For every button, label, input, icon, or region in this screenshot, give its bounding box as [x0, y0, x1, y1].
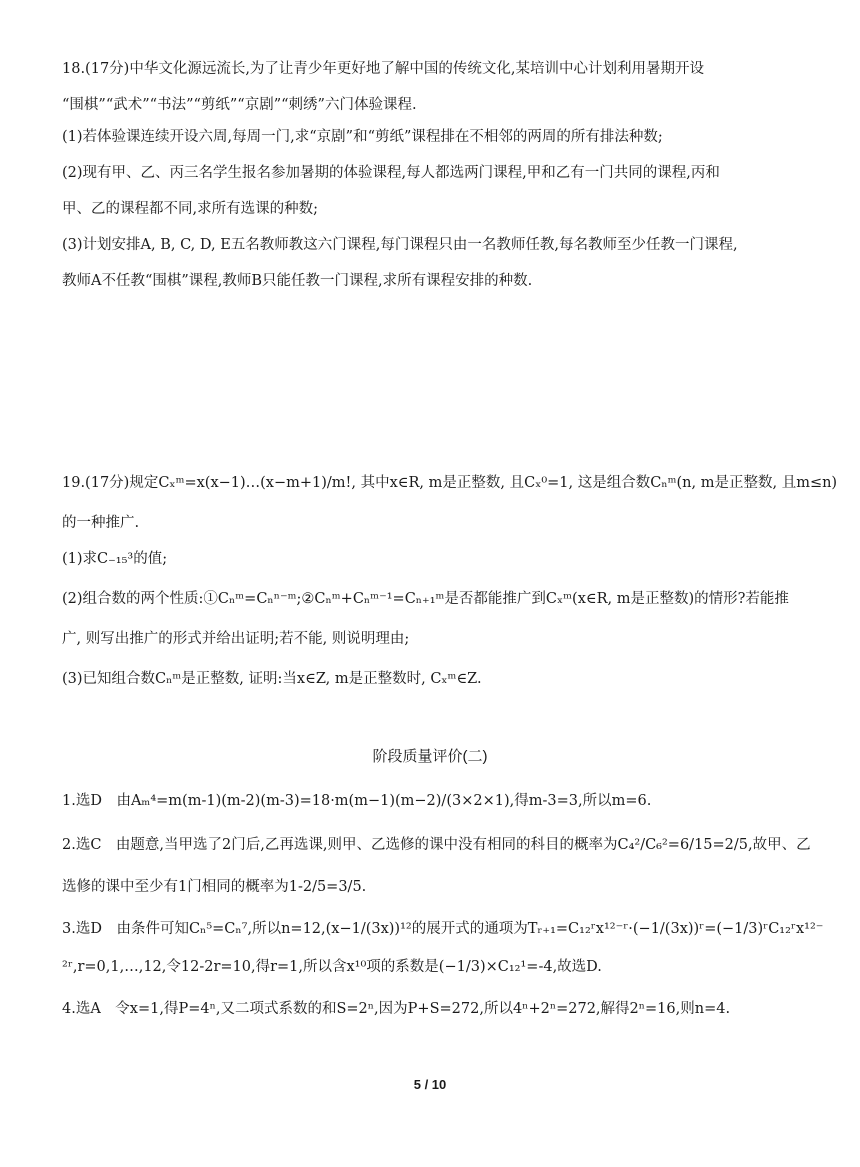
- question-18-part-3: (3)计划安排A, B, C, D, E五名教师教这六门课程,每门课程只由一名教师任教,每名教师至少任教一门课程,: [62, 237, 738, 253]
- question-18-part-2: (2)现有甲、乙、丙三名学生报名参加暑期的体验课程,每人都选两门课程,甲和乙有一门共同的课程,丙和: [62, 165, 720, 181]
- question-19-line: 广, 则写出推广的形式并给出证明;若不能, 则说明理由;: [62, 631, 410, 647]
- question-19: [62, 472, 838, 708]
- question-19-part-3: (3)已知组合数Cₙᵐ是正整数, 证明:当x∈Z, m是正整数时, Cₓᵐ∈Z.: [62, 671, 482, 687]
- solution-3-cont: ²ʳ,r=0,1,…,12,令12-2r=10,得r=1,所以含x¹⁰项的系数是(−1/3)×C₁₂¹=-4,故选D.: [62, 959, 602, 975]
- section-title: 阶段质量评价(二): [372, 748, 488, 765]
- question-18-line: 甲、乙的课程都不同,求所有选课的种数;: [62, 201, 318, 217]
- question-18-part-1: (1)若体验课连续开设六周,每周一门,求“京剧”和“剪纸”课程排在不相邻的两周的所有排法种数;: [62, 129, 663, 145]
- question-19-line: 19.(17分)规定Cₓᵐ=x(x−1)…(x−m+1)/m!, 其中x∈R, m是正整数, 且Cₓ⁰=1, 这是组合数Cₙᵐ(n, m是正整数, 且m≤n): [62, 475, 838, 491]
- question-19-part-1: (1)求C₋₁₅³的值;: [62, 551, 168, 567]
- question-18-line: 18.(17分)中华文化源远流长,为了让青少年更好地了解中国的传统文化,某培训中心计划利用暑期开设: [62, 61, 705, 77]
- question-18: [62, 58, 822, 306]
- page-number: 5 / 10: [413, 1077, 447, 1092]
- solution-1: 1.选D 由Aₘ⁴=m(m-1)(m-2)(m-3)=18·m(m−1)(m−2)/(3×2×1),得m-3=3,所以m=6.: [62, 793, 652, 809]
- solution-3: 3.选D 由条件可知Cₙ⁵=Cₙ⁷,所以n=12,(x−1/(3x))¹²的展开式的通项为Tᵣ₊₁=C₁₂ʳx¹²⁻ʳ·(−1/(3x))ʳ=(−1/3)ʳC₁₂ʳx¹²⁻: [62, 921, 824, 937]
- solution-2: 2.选C 由题意,当甲选了2门后,乙再选课,则甲、乙选修的课中没有相同的科目的概率为C₄²/C₆²=6/15=2/5,故甲、乙: [62, 837, 811, 853]
- question-18-line: “围棋”“武术”“书法”“剪纸”“京剧”“刺绣”六门体验课程.: [62, 97, 417, 113]
- solution-2-cont: 选修的课中至少有1门相同的概率为1-2/5=3/5.: [62, 879, 367, 895]
- question-19-part-2: (2)组合数的两个性质:①Cₙᵐ=Cₙⁿ⁻ᵐ;②Cₙᵐ+Cₙᵐ⁻¹=Cₙ₊₁ᵐ是否都能推广到Cₓᵐ(x∈R, m是正整数)的情形?若能推: [62, 591, 789, 607]
- solution-4: 4.选A 令x=1,得P=4ⁿ,又二项式系数的和S=2ⁿ,因为P+S=272,所以4ⁿ+2ⁿ=272,解得2ⁿ=16,则n=4.: [62, 1001, 731, 1017]
- solutions: [62, 786, 822, 1034]
- question-18-line: 教师A不任教“围棋”课程,教师B只能任教一门课程,求所有课程安排的种数.: [62, 273, 533, 289]
- question-19-line: 的一种推广.: [62, 515, 140, 531]
